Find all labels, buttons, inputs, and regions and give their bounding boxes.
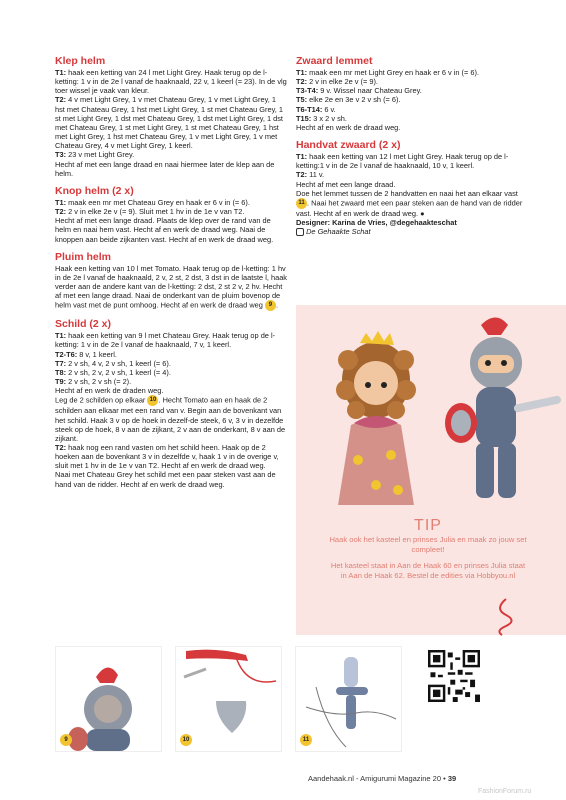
row-label: T2: xyxy=(55,207,67,217)
row-text: 2 v sh, 2 v, 2 v sh, 1 keerl (= 4). xyxy=(66,367,171,377)
instruction-note xyxy=(296,189,526,218)
section-zwaard-lemmet xyxy=(296,55,526,132)
instruction-note: Hecht af met een lange draad en naai hiermee later de klep aan de helm. xyxy=(55,159,275,178)
row-label: T2: xyxy=(55,443,67,452)
instruction xyxy=(55,207,287,216)
row-text: 2 v sh, 4 v, 2 v sh, 1 keerl (= 6). xyxy=(66,358,171,368)
section-title: Schild (2 x) xyxy=(55,318,112,331)
row-label: T5: xyxy=(296,95,308,105)
instruction-note xyxy=(55,395,287,443)
row-label: T8: xyxy=(55,367,67,377)
footer-bullet-icon: • xyxy=(443,774,448,783)
row-text: haak nog een rand vasten om het schild heen. Haak op de 2 hoeken aan de bovenkant 3 v in dezelfde v, haak 1 v in de overige v, sluit met 1 hv in de 1e v van T2. Hecht af en werk de draad weg. xyxy=(55,443,279,471)
row-text: haak een ketting van 24 l met Light Grey. Haak terug op de l-ketting: 1 v in de 2e l vanaf de haaknaald, 22 v, 1 keerl (= 23). In de vlg toer wissel je vaak van kleur. xyxy=(55,68,287,96)
section-title: Handvat zwaard (2 x) xyxy=(296,139,401,152)
photo-badge: 9 xyxy=(265,300,276,311)
section-title: Knop helm (2 x) xyxy=(55,184,134,197)
row-label: T1: xyxy=(55,331,67,341)
tip-title: TIP xyxy=(414,517,442,534)
row-text: maak een mr met Light Grey en haak er 6 v in (= 6). xyxy=(307,68,480,77)
row-text: Leg de 2 schilden op elkaar xyxy=(55,395,146,405)
instruction xyxy=(296,114,526,123)
section-pluim-helm xyxy=(55,251,287,312)
photo-number-badge: 9 xyxy=(60,734,72,746)
qr-code-icon[interactable] xyxy=(428,650,480,702)
dolls-illustration xyxy=(296,305,566,515)
row-label: T7: xyxy=(55,358,67,368)
section-title: Pluim helm xyxy=(55,250,112,263)
instruction xyxy=(55,95,287,150)
designer-text: Designer: Karina de Vries, @degehaakteschat xyxy=(296,218,457,228)
row-label: T1: xyxy=(55,68,67,77)
row-label: T9: xyxy=(55,377,67,387)
footer-text: Aandehaak.nl - Amigurumi Magazine 20 xyxy=(308,774,441,783)
instruction xyxy=(296,68,526,77)
row-label: T2: xyxy=(55,95,67,105)
row-text: 8 v, 1 keerl. xyxy=(77,349,117,359)
row-text: haak een ketting van 12 l met Light Grey. Haak terug op de l-ketting:1 v in de 2e l vanaf de haaknaald, 10 v, 1 keerl. xyxy=(296,152,509,171)
tip-box xyxy=(328,517,528,580)
yarn-squiggle-icon xyxy=(492,597,520,637)
row-label: T1: xyxy=(296,152,308,162)
instruction xyxy=(296,105,526,114)
section-schild xyxy=(55,318,287,489)
row-label: T1: xyxy=(55,197,67,207)
instruction xyxy=(55,198,287,207)
photo-panel xyxy=(296,305,566,635)
instruction-note: Hecht af en werk de draden weg. xyxy=(55,386,164,396)
photo-number-badge: 10 xyxy=(180,734,192,746)
photo-badge: 11 xyxy=(296,198,307,209)
row-text: 4 v met Light Grey, 1 v met Chateau Grey, 1 v met Light Grey, 1 hst met Chateau Grey, 1 hst met Light Grey, 1 st met Chateau Grey, 1 st met Light Grey, 1 dst met Chateau Grey, 1 dst met Light Grey, 1 dst met Chateau Grey, 1 st met Light Grey, 1 st met Chateau Grey, 1 hst met Light Grey, 1 hst met Chateau Grey, 1 v met Light Grey, 1 v met Chateau Grey, 4 v met Light Grey, 1 keerl. xyxy=(55,95,283,151)
princess-doll xyxy=(336,331,416,505)
shield-photo xyxy=(176,647,281,751)
photo-badge: 10 xyxy=(147,395,158,406)
row-text: elke 2e en 3e v 2 v sh (= 6). xyxy=(307,95,401,105)
instruction xyxy=(296,77,526,86)
instruction xyxy=(55,359,287,368)
end-bullet-icon: ● xyxy=(420,208,425,218)
row-text: 9 v. Wissel naar Chateau Grey. xyxy=(318,86,422,96)
section-klep-helm xyxy=(55,55,287,178)
instruction-note: Hecht af en werk de draad weg. xyxy=(296,122,401,132)
row-text: 2 v in elke 2e v (= 9). xyxy=(307,77,378,87)
knight-doll xyxy=(445,318,562,499)
row-text: maak een mr met Chateau Grey en haak er 6 v in (= 6). xyxy=(66,197,250,207)
instruction-note: Hecht af met een lange draad. Plaats de klep over de rand van de helm en naai hem vast. Hecht af en werk de draad weg. Naai de knoppen aan beide zijkanten vast. Hecht af en werk de draad weg. xyxy=(55,216,274,244)
instruction-note: Hecht af met een lange draad. xyxy=(296,179,396,189)
tip-text-2: Het kasteel staat in Aan de Haak 60 en prinses Julia staat in Aan de Haak 62. Bestel de edities via Hobbyou.nl xyxy=(330,561,526,580)
row-label: T2: xyxy=(296,77,308,87)
instruction xyxy=(296,152,526,170)
section-title: Zwaard lemmet xyxy=(296,55,373,67)
section-handvat-zwaard xyxy=(296,139,526,236)
row-text: Doe het lemmet tussen de 2 handvatten en naai het aan elkaar vast xyxy=(296,188,518,198)
instruction xyxy=(55,331,287,349)
row-text: haak een ketting van 9 l met Chateau Grey. Haak terug op de l-ketting: 1 v in de 2e l vanaf de haaknaald, 7 v, 1 keerl. xyxy=(55,331,276,350)
row-label: T2-T6: xyxy=(55,349,78,359)
row-text: . Naai het zwaard met een paar steken aan de hand van de ridder vast. Hecht af en werk de draad weg. xyxy=(296,198,523,218)
row-text: 11 v. xyxy=(307,170,325,180)
row-text: . Hecht Tomato aan en haak de 2 schilden aan elkaar met een rand van v. Begin aan de bovenkant van het schild. Haak 3 v op de hoek in dezelf-de steek, 6 v, 3 v in dezelfde steek op de hoek, 8 v aan de zijkant, 2 v aan de onderkant, 8 v aan de zijkant. xyxy=(55,395,286,443)
row-text: 2 v sh, 2 v sh (= 2). xyxy=(66,377,132,387)
row-label: T1: xyxy=(296,68,308,77)
instruction xyxy=(55,350,287,359)
photo-number-badge: 11 xyxy=(300,734,312,746)
source-text: De Gehaakte Schat xyxy=(306,227,371,237)
instruction xyxy=(55,377,287,386)
knight-helmet-photo xyxy=(56,647,161,751)
instruction-note: Haak een ketting van 10 l met Tomato. Haak terug op de l-ketting: 1 hv in de 2e l vanaf de haaknaald, 2 v, 2 st, 2 dst, 3 dst in de laatste l, haak verder aan de andere kant van de l-ketting: 2 dst, 2 st 2 v, 2 hv. Hecht af met een lange draad. Naai de onderkant van de pluim bovenop de helm vast met de punt omhoog. Hecht af en werk de draad weg 9 . xyxy=(55,263,287,310)
row-text: 3 x 2 v sh. xyxy=(311,113,347,123)
row-label: T3: xyxy=(55,150,67,160)
section-title: Klep helm xyxy=(55,55,106,67)
row-label: T15: xyxy=(296,113,312,123)
row-text: 6 v. xyxy=(322,104,336,114)
photo-step-10 xyxy=(175,646,282,752)
section-knop-helm xyxy=(55,185,287,244)
page-number: 39 xyxy=(447,774,457,783)
watermark: FashionForum.ru xyxy=(478,788,532,795)
instruction xyxy=(296,170,526,179)
row-text: 2 v in elke 2e v (= 9). Sluit met 1 hv in de 1e v van T2. xyxy=(66,207,245,217)
instruction xyxy=(55,368,287,377)
left-column xyxy=(55,55,287,496)
photo-step-11 xyxy=(295,646,402,752)
photo-step-9 xyxy=(55,646,162,752)
row-text: 23 v met Light Grey. xyxy=(66,150,135,160)
sword-photo xyxy=(296,647,401,751)
instagram-icon xyxy=(296,228,304,236)
page-footer xyxy=(308,774,456,783)
instruction xyxy=(55,150,287,159)
instruction xyxy=(296,86,526,95)
row-label: T6-T14: xyxy=(296,104,323,114)
designer-credit xyxy=(296,218,526,227)
source-credit xyxy=(296,227,526,236)
tip-text: Haak ook het kasteel en prinses Julia en maak zo jouw set compleet! xyxy=(329,535,527,554)
row-text: Haak een ketting van 10 l met Tomato. Haak terug op de l-ketting: 1 hv in de 2e l vanaf de haaknaald, 2 v, 2 st, 2 dst, 3 dst in de laatste l, haak verder aan de andere kant van de l-ketting: 2 dst, 2 st 2 v, 2 hv. Hecht af met een lange draad. Naai de onderkant van de pluim bovenop de helm vast met de punt omhoog. Hecht af en werk de draad weg xyxy=(55,263,287,310)
instruction-note: Naai met Chateau Grey het schild met een paar steken vast aan de hand van de ridder. Hecht af en werk de draad weg. xyxy=(55,470,276,489)
instruction xyxy=(55,443,287,470)
instruction xyxy=(296,95,526,104)
right-column xyxy=(296,55,526,243)
row-label: T2: xyxy=(296,170,308,180)
instruction xyxy=(55,68,287,95)
row-label: T3-T4: xyxy=(296,86,319,96)
